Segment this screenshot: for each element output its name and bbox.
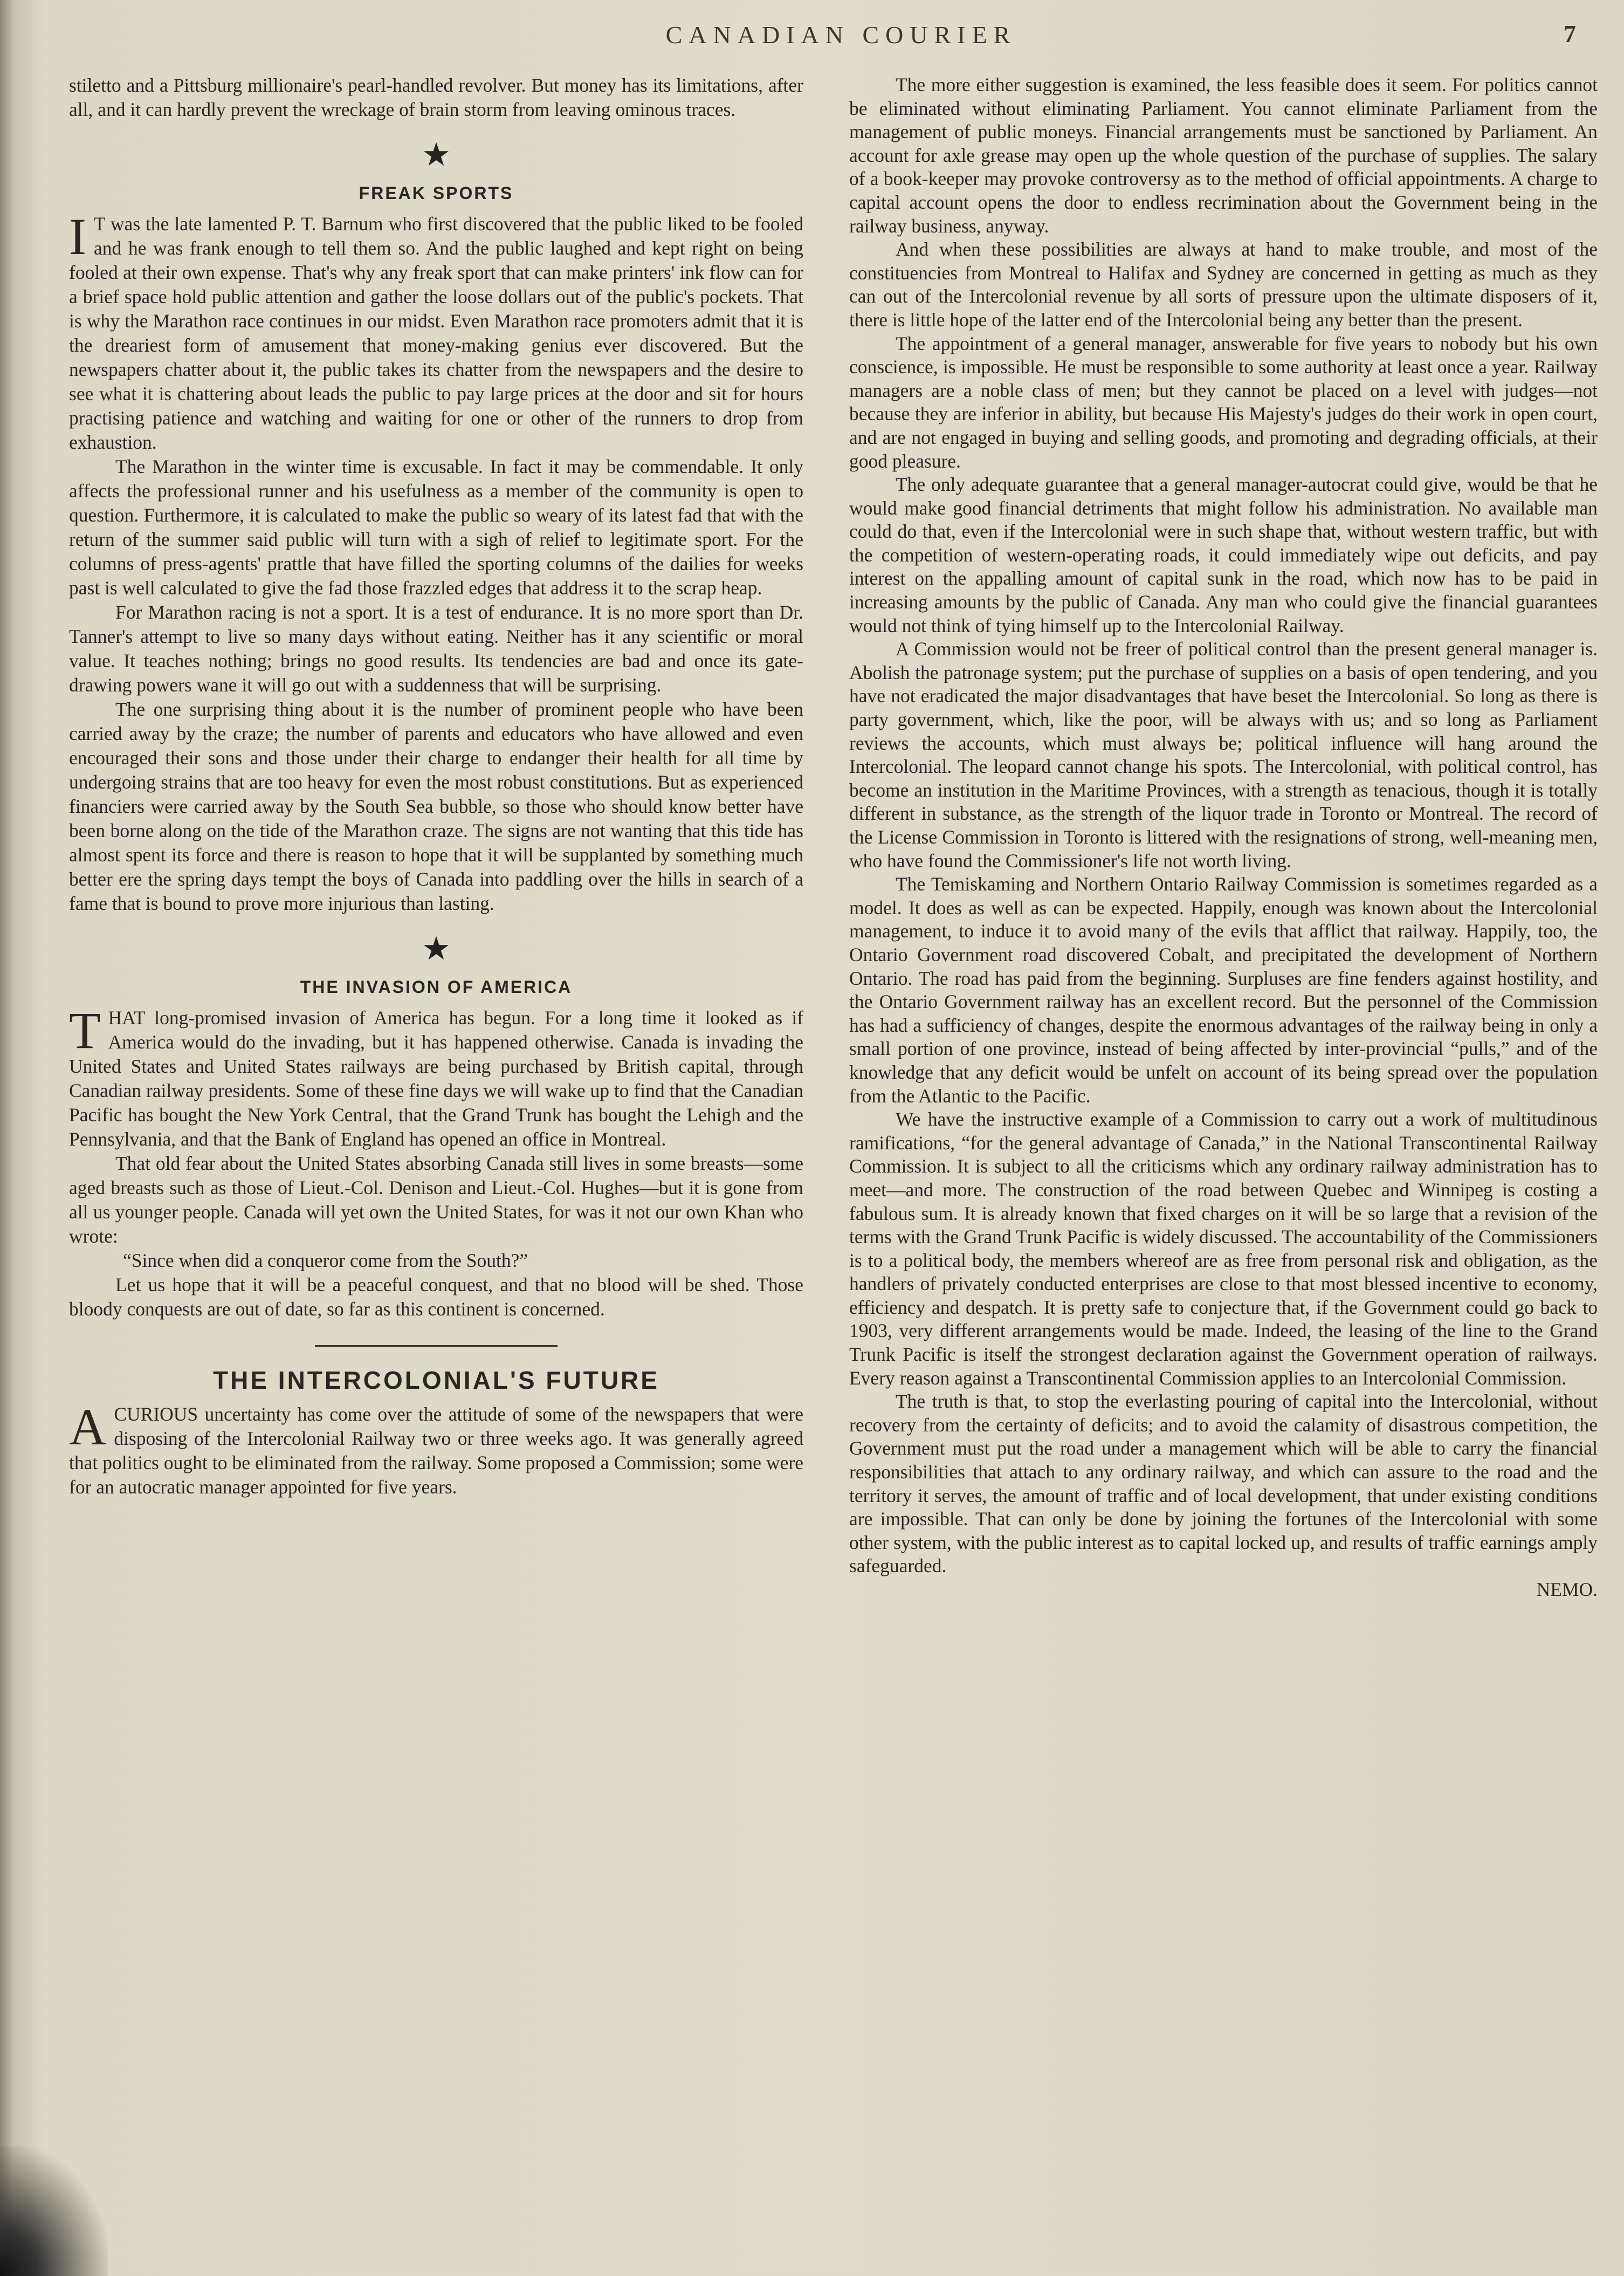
freak-sports-heading: FREAK SPORTS	[359, 183, 514, 203]
invasion-paragraph-2: That old fear about the United States absorbing Canada still lives in some breasts—some aged breasts such as those of Lieut.-Col. Denison and Lieut.-Col. Hughes—but it is gone from all us younger people. Canada will yet own the United States, for was it not our own Khan who wrote:	[69, 1153, 803, 1247]
intercolonial-paragraph-4: The only adequate guarantee that a general manager-autocrat could give, would be that he would make good financial detriments that might follow his administration. No available man could do that, even if the Intercolonial were in such shape that, without western traffic, but with the competition of western-operating roads, it could immediately wipe out deficits, and pay interest on the appalling amount of capital sunk in the road, which now has to be paid in increasing amounts by the public of Canada. Any man who could give the financial guarantees would not think of tying himself up to the Intercolonial Railway.	[849, 474, 1598, 636]
section-rule	[315, 1345, 558, 1347]
intercolonial-heading: THE INTERCOLONIAL'S FUTURE	[213, 1366, 659, 1394]
intercolonial-paragraph-5: A Commission would not be freer of political control than the present general manager is. Abolish the patronage system; put the purchase of supplies on a basis of open tendering, and you have not eradicated the major disadvantages that have beset the Intercolonial. So long as there is party government, which, like the poor, will be always with us; and so long as Parliament reviews the accounts, which must always be; political influence will hang around the Intercolonial. The leopard cannot change his spots. The Intercolonial, with political control, has become an institution in the Maritime Provinces, with a strength as tenacious, though it is totally different in substance, as the strength of the liquor trade in Toronto or Montreal. The record of the License Commission in Toronto is littered with the resignations of strong, well-meaning men, who have found the Commissioner's life not worth living.	[849, 638, 1598, 872]
freak-sports-paragraph-1: I T was the late lamented P. T. Barnum who first discovered that the public liked to be fooled and he was frank enough to tell them so. And the public laughed and kept right on being fooled at their own expense. That's why any freak sport that can make printers' ink flow can for a brief space hold public attention and gather the loose dollars out of the public's pockets. That is why the Marathon race continues in our midst. Even Marathon race promoters admit that it is the dreariest form of amusement that money-making genius ever discovered. But the newspapers chatter about it, the public takes its chatter from the newspapers and the desire to see what it is chattering about leads the public to pay large prices at the door and sit for hours practising patience and watching and waiting for one or other of the runners to drop from exhaustion.	[69, 208, 803, 453]
freak-sports-paragraph-4: The one surprising thing about it is the number of prominent people who have been carried away by the craze; the number of parents and educators who have allowed and even encouraged their sons and those under their charge to endanger their health for all time by undergoing strains that are too heavy for even the most robust constitutions. But as experienced financiers were carried away by the South Sea bubble, so those who should know better have been borne along on the tide of the Marathon craze. The signs are not wanting that this tide has almost spent its force and there is reason to hope that it will be supplanted by something much better ere the spring days tempt the boys of Canada into paddling over the hills in search of a fame that is bound to prove more injurious than lasting.	[69, 698, 803, 914]
drop-cap: T	[69, 1002, 101, 1059]
invasion-paragraph-1: THAT long-promised invasion of America has begun. For a long time it looked as if America would do the invading, but it has happened otherwise. Canada is invading the United States and United States railways are being purchased by British capital, through Canadian railway presidents. Some of these fine days we will wake up to find that the Canadian Pacific has bought the New York Central, that the Grand Trunk has bought the Lehigh and the Pennsylvania, and that the Bank of England has opened an office in Montreal.	[69, 1002, 803, 1150]
intercolonial-paragraph-8: The truth is that, to stop the everlasting pouring of capital into the Intercolonial, without recovery from the certainty of deficits; and to avoid the calamity of disastrous competition, the Government must put the road under a management which will be able to carry the financial responsibilities that attach to any ordinary railway, and which can assure to the road and the territory it serves, the amount of traffic and of local development, that under existing conditions are impossible. That can only be done by joining the fortunes of the Intercolonial with some other system, with the public interest as to capital locked up, and results of traffic earnings amply safeguarded.	[849, 1390, 1598, 1577]
intercolonial-paragraph-3: The appointment of a general manager, answerable for five years to nobody but his own conscience, is impossible. He must be responsible to some authority at least once a year. Railway managers are a noble class of men; but they cannot be placed on a level with judges—not because they are inferior in ability, but because His Majesty's judges do their work in open court, and are not engaged in buying and selling goods, and promoting and degrading officials, at their good pleasure.	[849, 332, 1598, 472]
star-divider-1: ★	[422, 137, 451, 173]
continued-text: stiletto and a Pittsburg millionaire's pearl-handled revolver. But money has its limitations, after all, and it can hardly prevent the wreckage of brain storm from leaving ominous traces.	[69, 74, 803, 120]
page-number: 7	[1564, 20, 1576, 47]
masthead: CANADIAN COURIER	[665, 21, 1017, 49]
invasion-closing: Let us hope that it will be a peaceful conquest, and that no blood will be shed. Those bloody conquests are out of date, so far as this continent is concerned.	[69, 1274, 803, 1320]
invasion-quote: “Since when did a conqueror come from the South?”	[123, 1250, 528, 1271]
binding-shadow	[0, 2147, 108, 2276]
drop-cap: A	[69, 1398, 107, 1456]
left-column	[69, 73, 803, 1499]
intercolonial-paragraph-2: And when these possibilities are always at hand to make trouble, and most of the constituencies from Montreal to Halifax and Sydney are concerned in getting as much as they can out of the Intercolonial revenue by all sorts of pressure upon the ultimate disposers of it, there is little hope of the latter end of the Intercolonial being any better than the present.	[849, 238, 1598, 331]
intercolonial-paragraph-6: The Temiskaming and Northern Ontario Railway Commission is sometimes regarded as a model. It does as well as can be expected. Happily, enough was known about the Intercolonial management, to induce it to avoid many of the evils that afflict that railway. Happily, too, the Ontario Government road discovered Cobalt, and precipitated the development of Northern Ontario. The road has paid from the beginning. Surpluses are fine fenders against hostility, and the Ontario Government railway has an excellent record. But the personnel of the Commission has had a sufficiency of changes, despite the enormous advantages of the railway being in only a small portion of one province, instead of being affected by inter-provincial “pulls,” and of the knowledge that any deficit would be unfelt on account of its being spread over the population from the Atlantic to the Pacific.	[849, 873, 1598, 1107]
freak-sports-paragraph-3: For Marathon racing is not a sport. It is a test of endurance. It is no more sport than Dr. Tanner's attempt to live so many days without eating. Neither has it any scientific or moral value. It teaches nothing; brings no good results. Its tendencies are bad and once its gate-drawing powers wane it will go out with a suddenness that will be surprising.	[69, 601, 803, 696]
freak-sports-paragraph-2: The Marathon in the winter time is excusable. In fact it may be commendable. It only affects the professional runner and his usefulness as a member of the community is open to question. Furthermore, it is calculated to make the public so weary of its latest fad that with the return of the summer said public will turn with a sigh of relief to legitimate sport. For the columns of press-agents' prattle that have filled the sporting columns of the dailies for weeks past is well calculated to give the fad those frazzled edges that address it to the scrap heap.	[69, 456, 803, 599]
star-divider-2: ★	[422, 931, 451, 966]
intercolonial-paragraph-1: The more either suggestion is examined, the less feasible does it seem. For politics cannot be eliminated without eliminating Parliament. You cannot eliminate Parliament from the management of public moneys. Financial arrangements must be sanctioned by Parliament. An account for axle grease may open up the whole question of the purchase of supplies. The salary of a book-keeper may provoke controversy as to the method of official appointments. A charge to capital account opens the door to endless recrimination about the Government being in the railway business, anyway.	[849, 74, 1598, 237]
drop-cap: I	[69, 208, 86, 265]
author-signature: NEMO.	[1536, 1579, 1598, 1600]
intercolonial-opening: ACURIOUS uncertainty has come over the attitude of some of the newspapers that were disposing of the Intercolonial Railway two or three weeks ago. It was generally agreed that politics ought to be eliminated from the railway. Some proposed a Commission; some were for an autocratic manager appointed for five years.	[69, 1398, 803, 1498]
invasion-heading: THE INVASION OF AMERICA	[300, 977, 573, 997]
right-column	[849, 73, 1598, 1602]
intercolonial-paragraph-7: We have the instructive example of a Commission to carry out a work of multitudinous ramifications, “for the general advantage of Canada,” in the National Transcontinental Railway Commission. It is subject to all the criticisms which any ordinary railway administration has to meet—and more. The construction of the road between Quebec and Winnipeg is costing a fabulous sum. It is already known that fixed charges on it will be so large that a revision of the terms with the Grand Trunk Pacific is widely discussed. The accountability of the Commissioners is to a political body, the members whereof are as free from personal risk and obligation, as the handlers of privately conducted enterprises are close to that most blessed incentive to economy, efficiency and despatch. It is pretty safe to conjecture that, if the Government could go back to 1903, very different arrangements would be made. Indeed, the leasing of the line to the Grand Trunk Pacific is itself the strongest declaration against the Government operation of railways. Every reason against a Transcontinental Commission applies to an Intercolonial Commission.	[849, 1108, 1598, 1389]
